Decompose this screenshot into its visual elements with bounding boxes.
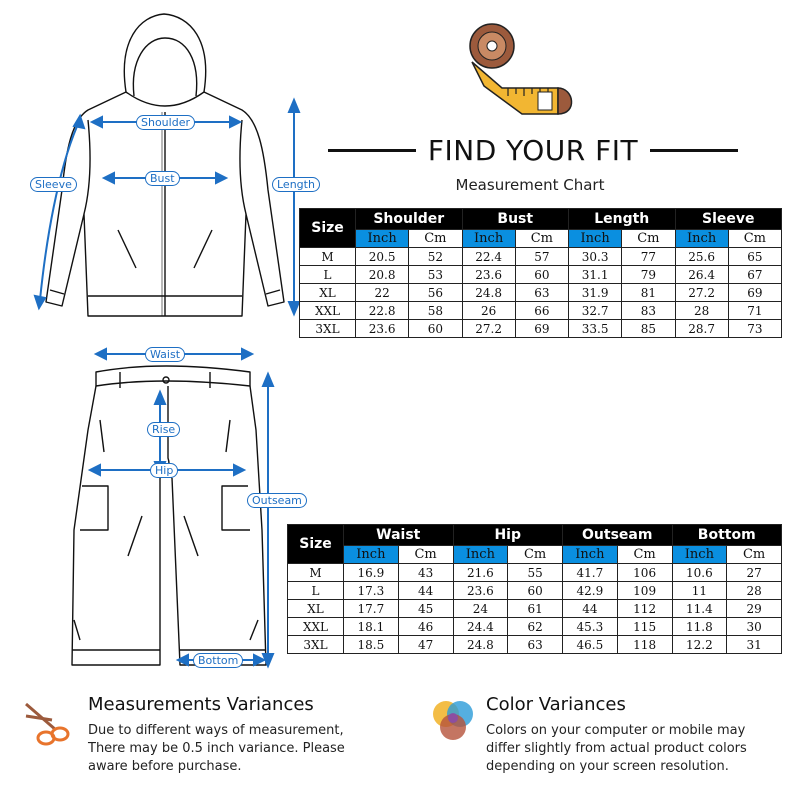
rise-label: Rise <box>147 422 180 437</box>
table-cell: 47 <box>398 636 453 654</box>
size-cell: XXL <box>288 618 344 636</box>
table-cell: 21.6 <box>453 564 508 582</box>
table-cell: 60 <box>409 320 462 338</box>
table-cell: 83 <box>622 302 675 320</box>
unit-header-inch: Inch <box>569 230 622 248</box>
bust-label: Bust <box>145 171 180 186</box>
table-cell: 17.3 <box>344 582 399 600</box>
unit-header-cm: Cm <box>398 546 453 564</box>
measurements-variances-text <box>88 722 378 776</box>
table-cell: 42.9 <box>563 582 618 600</box>
size-cell: XXL <box>300 302 356 320</box>
unit-header-cm: Cm <box>727 546 782 564</box>
unit-header-inch: Inch <box>453 546 508 564</box>
table-cell: 22.8 <box>356 302 409 320</box>
table-cell: 43 <box>398 564 453 582</box>
group-header: Waist <box>344 525 454 546</box>
unit-header-cm: Cm <box>622 230 675 248</box>
table-row <box>288 600 782 618</box>
table-cell: 28 <box>675 302 728 320</box>
table-cell: 30.3 <box>569 248 622 266</box>
size-cell: L <box>300 266 356 284</box>
table-cell: 12.2 <box>672 636 727 654</box>
table-cell: 17.7 <box>344 600 399 618</box>
table-cell: 20.5 <box>356 248 409 266</box>
table-cell: 106 <box>617 564 672 582</box>
size-header: Size <box>288 525 344 564</box>
group-header: Length <box>569 209 676 230</box>
table-cell: 81 <box>622 284 675 302</box>
jacket-size-table <box>299 208 782 338</box>
title-rule-right <box>650 149 738 152</box>
table-cell: 11.4 <box>672 600 727 618</box>
table-cell: 53 <box>409 266 462 284</box>
unit-header-inch: Inch <box>563 546 618 564</box>
note-line: differ slightly from actual product colors <box>486 741 747 756</box>
table-cell: 63 <box>508 636 563 654</box>
table-cell: 56 <box>409 284 462 302</box>
unit-header-cm: Cm <box>508 546 563 564</box>
group-header: Hip <box>453 525 563 546</box>
table-cell: 25.6 <box>675 248 728 266</box>
length-label: Length <box>272 177 320 192</box>
unit-header-inch: Inch <box>462 230 515 248</box>
table-cell: 66 <box>515 302 568 320</box>
note-line: Colors on your computer or mobile may <box>486 723 746 738</box>
table-cell: 41.7 <box>563 564 618 582</box>
unit-header-inch: Inch <box>672 546 727 564</box>
table-cell: 45 <box>398 600 453 618</box>
size-header: Size <box>300 209 356 248</box>
table-cell: 11.8 <box>672 618 727 636</box>
table-cell: 46.5 <box>563 636 618 654</box>
table-cell: 16.9 <box>344 564 399 582</box>
note-line: Due to different ways of measurement, <box>88 723 344 738</box>
table-cell: 69 <box>515 320 568 338</box>
table-cell: 23.6 <box>453 582 508 600</box>
table-row <box>300 266 782 284</box>
table-cell: 115 <box>617 618 672 636</box>
unit-header-cm: Cm <box>617 546 672 564</box>
group-header: Bottom <box>672 525 782 546</box>
table-cell: 112 <box>617 600 672 618</box>
table-cell: 65 <box>728 248 781 266</box>
size-cell: 3XL <box>300 320 356 338</box>
table-cell: 44 <box>398 582 453 600</box>
table-cell: 73 <box>728 320 781 338</box>
size-cell: XL <box>300 284 356 302</box>
pants-table-body <box>288 564 782 654</box>
jacket-table-body <box>300 248 782 338</box>
unit-header-inch: Inch <box>675 230 728 248</box>
outseam-label: Outseam <box>247 493 307 508</box>
table-cell: 23.6 <box>462 266 515 284</box>
note-line: There may be 0.5 inch variance. Please <box>88 741 345 756</box>
size-cell: M <box>288 564 344 582</box>
table-cell: 61 <box>508 600 563 618</box>
table-cell: 27.2 <box>462 320 515 338</box>
table-cell: 10.6 <box>672 564 727 582</box>
table-cell: 28 <box>727 582 782 600</box>
table-row <box>300 320 782 338</box>
table-row <box>288 564 782 582</box>
table-cell: 71 <box>728 302 781 320</box>
sleeve-label: Sleeve <box>30 177 77 192</box>
color-variances-text <box>486 722 776 776</box>
size-cell: L <box>288 582 344 600</box>
table-cell: 69 <box>728 284 781 302</box>
size-cell: 3XL <box>288 636 344 654</box>
table-cell: 31.1 <box>569 266 622 284</box>
waist-label: Waist <box>145 347 185 362</box>
table-cell: 23.6 <box>356 320 409 338</box>
table-cell: 79 <box>622 266 675 284</box>
table-cell: 60 <box>515 266 568 284</box>
table-cell: 60 <box>508 582 563 600</box>
table-cell: 24.8 <box>462 284 515 302</box>
table-cell: 45.3 <box>563 618 618 636</box>
scissors-icon <box>22 700 72 746</box>
table-cell: 58 <box>409 302 462 320</box>
table-cell: 33.5 <box>569 320 622 338</box>
pants-illustration <box>0 0 330 690</box>
color-wheel-icon <box>428 698 476 744</box>
table-cell: 31 <box>727 636 782 654</box>
bottom-label: Bottom <box>193 653 243 668</box>
page-subtitle: Measurement Chart <box>455 176 605 194</box>
table-row <box>288 618 782 636</box>
table-cell: 63 <box>515 284 568 302</box>
table-cell: 31.9 <box>569 284 622 302</box>
size-cell: M <box>300 248 356 266</box>
table-row <box>300 248 782 266</box>
size-cell: XL <box>288 600 344 618</box>
pants-size-table <box>287 524 782 654</box>
table-cell: 55 <box>508 564 563 582</box>
table-cell: 11 <box>672 582 727 600</box>
title-rule-left <box>328 149 416 152</box>
table-cell: 30 <box>727 618 782 636</box>
table-cell: 109 <box>617 582 672 600</box>
table-cell: 118 <box>617 636 672 654</box>
table-cell: 44 <box>563 600 618 618</box>
table-cell: 24 <box>453 600 508 618</box>
group-header: Sleeve <box>675 209 782 230</box>
table-cell: 46 <box>398 618 453 636</box>
table-cell: 28.7 <box>675 320 728 338</box>
table-cell: 24.8 <box>453 636 508 654</box>
table-cell: 27.2 <box>675 284 728 302</box>
unit-header-cm: Cm <box>728 230 781 248</box>
table-row <box>300 284 782 302</box>
measurements-variances-title: Measurements Variances <box>88 694 314 715</box>
table-cell: 85 <box>622 320 675 338</box>
group-header: Shoulder <box>356 209 463 230</box>
note-line: aware before purchase. <box>88 759 242 774</box>
unit-header-inch: Inch <box>344 546 399 564</box>
group-header: Outseam <box>563 525 673 546</box>
table-cell: 26 <box>462 302 515 320</box>
table-cell: 57 <box>515 248 568 266</box>
table-cell: 20.8 <box>356 266 409 284</box>
group-header: Bust <box>462 209 569 230</box>
title-row <box>328 130 738 170</box>
table-cell: 52 <box>409 248 462 266</box>
table-cell: 67 <box>728 266 781 284</box>
table-cell: 77 <box>622 248 675 266</box>
table-cell: 24.4 <box>453 618 508 636</box>
tape-measure-icon <box>462 22 582 122</box>
hip-label: Hip <box>150 463 178 478</box>
table-cell: 18.1 <box>344 618 399 636</box>
table-row <box>288 636 782 654</box>
note-line: depending on your screen resolution. <box>486 759 729 774</box>
unit-header-cm: Cm <box>515 230 568 248</box>
table-cell: 26.4 <box>675 266 728 284</box>
shoulder-label: Shoulder <box>136 115 195 130</box>
table-row <box>300 302 782 320</box>
table-cell: 22.4 <box>462 248 515 266</box>
unit-header-inch: Inch <box>356 230 409 248</box>
table-cell: 22 <box>356 284 409 302</box>
page-title: FIND YOUR FIT <box>427 133 639 167</box>
table-cell: 29 <box>727 600 782 618</box>
unit-header-cm: Cm <box>409 230 462 248</box>
color-variances-title: Color Variances <box>486 694 626 715</box>
table-cell: 32.7 <box>569 302 622 320</box>
table-row <box>288 582 782 600</box>
table-cell: 27 <box>727 564 782 582</box>
table-cell: 62 <box>508 618 563 636</box>
table-cell: 18.5 <box>344 636 399 654</box>
